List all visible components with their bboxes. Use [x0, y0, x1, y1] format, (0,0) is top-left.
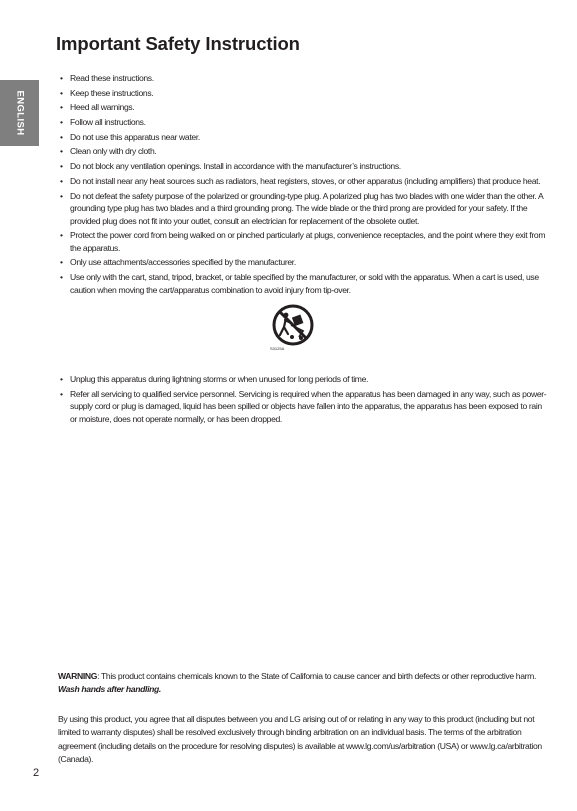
bullet: •	[60, 102, 63, 113]
warning-label: WARNING	[58, 671, 98, 681]
instruction-text: Only use attachments/accessories specified by the manufacturer.	[70, 257, 296, 268]
bullet: •	[60, 131, 63, 142]
bullet: •	[60, 175, 63, 186]
instruction-text: Read these instructions.	[70, 73, 154, 83]
instruction-item	[60, 72, 547, 85]
arbitration-notice: By using this product, you agree that all disputes between you and LG arising out of or relating in any way to this product (including but not limited to warranty disputes) shall be resolved exclusively through binding arbitration on an individual basis. The terms of the arbitration agreement (including details on the procedure for resolving disputes) is available at www.lg.com/us/arbitration (USA) or www.lg.ca/arbitration (Canada).	[58, 714, 542, 765]
instruction-item	[60, 256, 547, 269]
instruction-text: Keep these instructions.	[70, 87, 154, 98]
bullet: •	[60, 230, 63, 241]
warning-text: : This product contains chemicals known to the State of California to cause cancer and birth defects or other reproductive harm.	[97, 671, 537, 681]
language-tab-label: ENGLISH	[14, 90, 25, 136]
instruction-text: Do not defeat the safety purpose of the polarized or grounding-type plug. A polarized plug has two blades with one wider than the other. A grounding type plug has two blades and a third grounding prong. The wide blade or the third prong are provided for your safety. If the provided plug does not fit into your outlet, consult an electrician for replacement of the obsolete outlet.	[70, 190, 543, 226]
page-number: 2	[33, 767, 40, 779]
warning-emphasis: Wash hands after handling.	[58, 683, 161, 694]
page-title: Important Safety Instruction	[56, 33, 300, 54]
bullet: •	[60, 190, 63, 201]
california-warning	[58, 670, 548, 696]
instruction-item	[60, 116, 547, 129]
instruction-text: Protect the power cord from being walked on or pinched particularly at plugs, convenience receptacles, and the point where they exit from the apparatus.	[70, 230, 546, 253]
instruction-text: Clean only with dry cloth.	[70, 146, 157, 157]
bullet: •	[60, 87, 63, 98]
language-tab	[0, 80, 39, 146]
bullet: •	[60, 257, 63, 268]
bullet: •	[60, 161, 63, 172]
bullet: •	[60, 374, 63, 384]
instruction-item	[60, 190, 547, 228]
instruction-text: Do not install near any heat sources such as radiators, heat registers, stoves, or other apparatus (including amplifiers) that produce heat.	[70, 175, 541, 186]
instruction-text: Use only with the cart, stand, tripod, bracket, or table specified by the manufacturer, or sold with the apparatus. When a cart is used, use caution when moving the cart/apparatus combination to avoid injury from tip-over.	[70, 272, 539, 295]
instruction-text: Do not block any ventilation openings. Install in accordance with the manufacturer’s instructions.	[70, 161, 401, 172]
instruction-text: Heed all warnings.	[70, 102, 135, 113]
instruction-item	[60, 175, 547, 188]
instruction-item	[60, 131, 547, 144]
instruction-item	[60, 229, 547, 254]
bullet: •	[60, 146, 63, 157]
safety-instructions-list	[60, 72, 547, 298]
instruction-item	[60, 373, 547, 386]
instruction-text: Follow all instructions.	[70, 117, 146, 128]
instruction-text: Refer all servicing to qualified service personnel. Servicing is required when the apparatus has been damaged in any way, such as power-supply cord or plug is damaged, liquid has been spilled or objects have fallen into the apparatus, the apparatus has been exposed to rain or moisture, does not operate normally, or has been dropped.	[70, 388, 547, 424]
bullet: •	[60, 272, 63, 283]
bullet: •	[60, 73, 63, 83]
instruction-item	[60, 271, 547, 296]
instruction-item	[60, 160, 547, 173]
bullet: •	[60, 388, 63, 399]
instruction-item	[60, 388, 547, 426]
instruction-item	[60, 87, 547, 100]
bullet: •	[60, 117, 63, 128]
instruction-text: Do not use this apparatus near water.	[70, 131, 200, 142]
instruction-item	[60, 101, 547, 114]
instruction-text: Unplug this apparatus during lightning storms or when unused for long periods of time.	[70, 374, 369, 384]
cart-symbol-code: S3125A	[270, 346, 285, 351]
instruction-item	[60, 145, 547, 158]
safety-instructions-list-continued	[60, 373, 547, 427]
